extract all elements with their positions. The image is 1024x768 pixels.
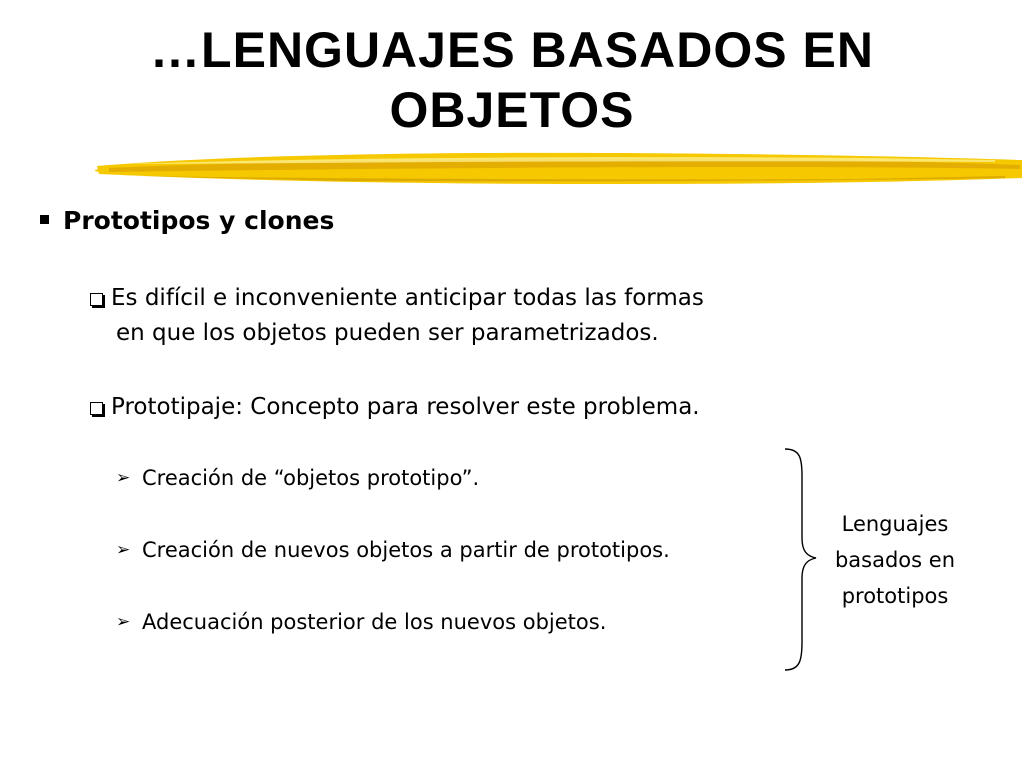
sub-bullet-2 [90,390,700,425]
arrowhead-bullet-icon: ➢ [116,468,131,488]
checkbox-bullet-icon [90,293,103,306]
arrow-item-3 [116,607,606,639]
arrow-item-2-text: Creación de nuevos objetos a partir de prototipos. [142,538,670,562]
sub-bullet-1-line-1 [90,281,704,316]
slide-title-line-1: …LENGUAJES BASADOS EN [150,22,874,78]
arrow-item-2 [116,535,670,567]
checkbox-bullet-icon [90,402,103,415]
arrowhead-bullet-icon: ➢ [116,612,131,632]
brace-label-line-3: prototipos [841,584,949,608]
sub-bullet-1-text-line-1: Es difícil e inconveniente anticipar todas las formas [111,285,704,311]
brace-label [810,506,980,614]
slide-title-line-2: OBJETOS [389,82,635,138]
brace-label-line-1: Lenguajes [841,512,949,536]
arrowhead-bullet-icon: ➢ [116,540,131,560]
slide-title [0,20,1024,140]
heading-text: Prototipos y clones [63,206,335,235]
arrow-item-3-text: Adecuación posterior de los nuevos objetos. [142,610,607,634]
arrow-item-1-text: Creación de “objetos prototipo”. [142,466,480,490]
sub-bullet-2-text: Prototipaje: Concepto para resolver este problema. [111,394,700,420]
title-underline-brushstroke [95,148,1024,188]
sub-bullet-1-line-2: en que los objetos pueden ser parametrizados. [116,320,659,346]
square-bullet-icon [40,215,49,224]
arrow-item-1 [116,463,479,495]
brace-label-line-2: basados en [834,548,956,572]
bullet-heading-prototypes-clones [40,203,334,239]
